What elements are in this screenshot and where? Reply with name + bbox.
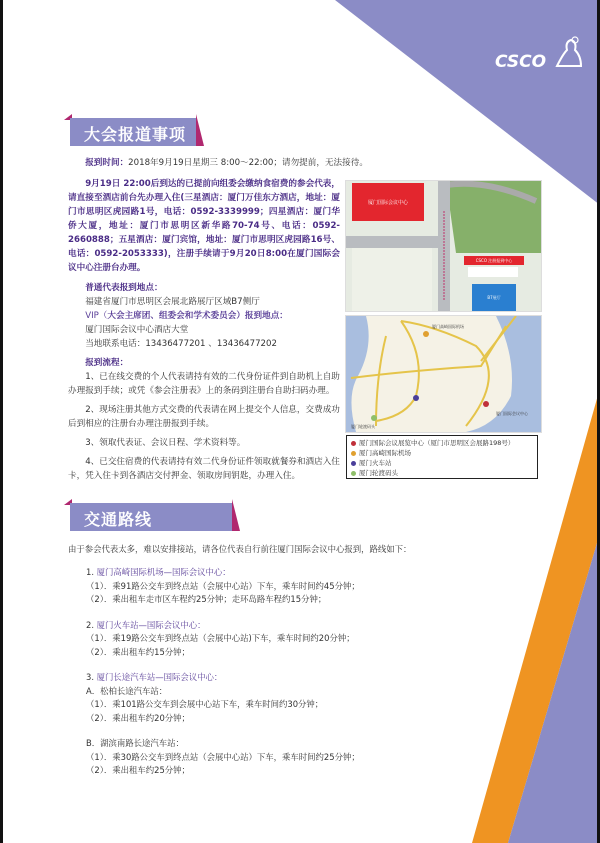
- route-number: 3.: [86, 672, 97, 682]
- registration-time-value: 2018年9月19日星期三 8:00～22:00；请勿提前，无法接待。: [128, 158, 368, 168]
- transport-intro: 由于参会代表太多，难以安排接站，请各位代表自行前往厦门国际会议中心报到，路线如下：: [68, 544, 412, 554]
- route-block: [86, 566, 360, 607]
- red-marker-icon: [351, 441, 356, 446]
- green-marker-icon: [351, 471, 356, 476]
- legend-item: [351, 438, 533, 448]
- route-title: [86, 671, 360, 685]
- route-line: （1）．乘91路公交车到终点站（会展中心站）下车，乘车时间约45分钟；: [86, 580, 360, 591]
- route-title: [86, 619, 360, 633]
- bus-station-name: B．湖滨南路长途汽车站：: [86, 738, 184, 748]
- transport-routes: [86, 566, 360, 778]
- process-step: 1、已在线交费的个人代表请持有效的二代身份证件到自助机上自助办理报到手续；或凭《参会注册表》上的条码到注册台自助扫码办理。: [68, 372, 340, 396]
- section-title: 交通路线: [84, 510, 153, 529]
- route-title: [86, 566, 360, 580]
- blue-marker-icon: [351, 461, 356, 466]
- vip-prefix: VIP（: [85, 311, 108, 321]
- route-block: [86, 671, 360, 778]
- route-line: （2）．乘出租车约20分钟；: [86, 712, 190, 723]
- process-step: 2、现场注册其他方式交费的代表请在网上提交个人信息，交费成功后到相应的注册台办理注册报到手续。: [68, 405, 340, 429]
- csco-logo: CSCO: [495, 52, 547, 72]
- legend-label: 厦门轮渡码头: [359, 469, 398, 477]
- legend-item: [351, 468, 533, 478]
- route-line: （1）．乘101路公交车到会展中心站下车，乘车时间约30分钟；: [86, 699, 324, 709]
- legend-label: 厦门国际会议展览中心（厦门市思明区会展路198号）: [359, 439, 515, 447]
- contact-phone: 当地联系电话：13436477201 、13436477202: [85, 339, 277, 349]
- map-registration-label: CSCO 注册报到中心: [475, 258, 513, 263]
- map-ferry-label: 厦门轮渡码头: [351, 424, 375, 429]
- legend-label: 厦门火车站: [359, 459, 392, 467]
- venue-site-map: [345, 180, 542, 312]
- section-banner-transport: [64, 499, 240, 531]
- vip-suffix: ）报到地点：: [236, 311, 288, 321]
- legend-item: [351, 458, 533, 468]
- vip-location: 厦门国际会议中心酒店大堂: [85, 325, 189, 335]
- xiamen-city-map: [345, 315, 542, 433]
- route-line: （1）．乘30路公交车到终点站（会展中心站）下车，乘车时间约25分钟；: [86, 751, 360, 762]
- route-line: （1）．乘19路公交车到终点站（会展中心站)下车，乘车时间约20分钟；: [86, 633, 355, 643]
- route-title-text: 厦门高崎国际机场—国际会议中心：: [96, 567, 231, 577]
- registration-time-label: 报到时间：: [85, 158, 129, 168]
- route-line: （2）．乘出租车约25分钟；: [86, 765, 190, 775]
- map-hall-label: B7展厅: [487, 295, 501, 300]
- registration-time: [68, 156, 368, 170]
- map-legend: [346, 435, 538, 479]
- general-location-label: 普通代表报到地点：: [85, 283, 163, 293]
- process-label: 报到流程：: [85, 358, 129, 368]
- section-banner-registration: [64, 114, 204, 146]
- legend-item: [351, 448, 533, 458]
- route-line: （2）．乘出租车约15分钟；: [86, 646, 190, 657]
- route-line: （2）．乘出租车走市区车程约25分钟；走环岛路车程约15分钟；: [86, 594, 327, 604]
- vip-location-label: [68, 309, 343, 323]
- vip-groups: 大会主席团、组委会和学术委员会: [107, 311, 237, 321]
- map-venue-label: 厦门国际会议中心: [496, 411, 528, 416]
- section-title: 大会报道事项: [84, 125, 187, 144]
- route-title-text: 厦门火车站—国际会议中心：: [96, 619, 206, 630]
- route-number: 2.: [86, 619, 97, 630]
- map-airport-label: 厦门高崎国际机场: [432, 324, 464, 329]
- general-location: 福建省厦门市思明区会展北路展厅区域B7侧厅: [85, 297, 260, 307]
- bus-station-name: A．松柏长途汽车站：: [86, 685, 168, 696]
- route-number: 1.: [86, 567, 97, 577]
- logo-mascot-icon: [553, 36, 583, 70]
- hotel-checkin-paragraph: 9月19日 22:00后到达的已提前向组委会缴纳食宿费的参会代表，请直接至酒店前台先办理入住(三星酒店：厦门万佳东方酒店，地址：厦门市思明区虎园路1号，电话：0592-3339999；四星酒店：厦门华侨大厦，地址：厦门市思明区新华路70-74号、电话：0592-2660888；五星酒店：厦门宾馆，地址：厦门市思明区虎园路16号、电话：0592-2053333)，注册手续请于9月20日8:00在厦门国际会议中心注册台办理。: [68, 179, 340, 273]
- registration-locations: [68, 281, 343, 483]
- map-venue-label: 厦门国际会议中心: [367, 200, 409, 206]
- orange-marker-icon: [351, 451, 356, 456]
- legend-label: 厦门高崎国际机场: [359, 449, 411, 457]
- process-step: 3、领取代表证、会议日程、学术资料等。: [85, 438, 246, 448]
- process-step: 4、已交住宿费的代表请持有效二代身份证件领取就餐券和酒店入住卡，凭入住卡到各酒店交付押金、领取房间钥匙，办理入住。: [68, 457, 340, 481]
- route-title-text: 厦门长途汽车站—国际会议中心：: [96, 672, 223, 682]
- route-block: [86, 619, 360, 660]
